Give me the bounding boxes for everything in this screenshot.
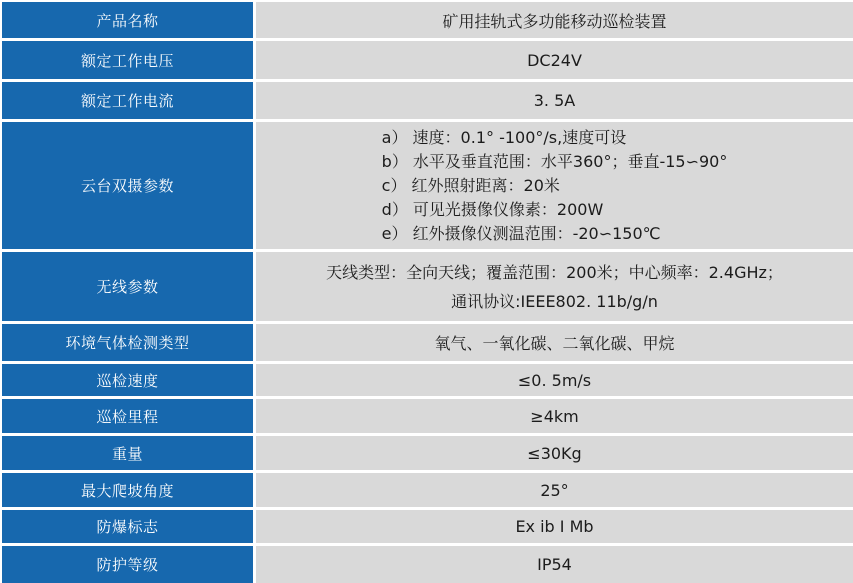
spec-label-gas-detection-types: 环境气体检测类型 (2, 324, 253, 361)
table-row (2, 2, 853, 38)
spec-value-rated-voltage: DC24V (256, 41, 853, 79)
table-row (2, 399, 853, 433)
spec-value-inspection-range: ≥4km (256, 399, 853, 433)
spec-label-explosion-proof-mark: 防爆标志 (2, 510, 253, 543)
spec-value-protection-rating: IP54 (256, 546, 853, 583)
spec-label-protection-rating: 防护等级 (2, 546, 253, 583)
ptz-param-line-e: e） 红外摄像仪测温范围：-20∽150℃ (381, 223, 661, 243)
ptz-param-line-b: b） 水平及垂直范围：水平360°；垂直-15∽90° (381, 151, 728, 171)
table-row (2, 324, 853, 361)
spec-value-weight: ≤30Kg (256, 436, 853, 470)
table-row (2, 436, 853, 470)
spec-label-wireless-params: 无线参数 (2, 252, 253, 321)
ptz-param-list (382, 126, 728, 246)
spec-label-inspection-speed: 巡检速度 (2, 364, 253, 396)
table-row (2, 364, 853, 396)
spec-value-max-climb-angle: 25° (256, 473, 853, 507)
ptz-param-line-c: c） 红外照射距离：20米 (381, 175, 560, 195)
spec-label-rated-current: 额定工作电流 (2, 82, 253, 119)
table-row (2, 252, 853, 321)
table-row (2, 82, 853, 119)
wireless-param-line-2: 通讯协议:IEEE802. 11b/g/n (451, 291, 658, 311)
spec-label-weight: 重量 (2, 436, 253, 470)
spec-label-rated-voltage: 额定工作电压 (2, 41, 253, 79)
table-row (2, 41, 853, 79)
spec-value-inspection-speed: ≤0. 5m/s (256, 364, 853, 396)
spec-value-gas-detection-types: 氧气、一氧化碳、二氧化碳、甲烷 (256, 324, 853, 361)
ptz-param-line-d: d） 可见光摄像仪像素：200W (381, 199, 604, 219)
spec-value-explosion-proof-mark: Ex ib I Mb (256, 510, 853, 543)
table-row (2, 473, 853, 507)
ptz-param-line-a: a） 速度：0.1° -100°/s,速度可设 (381, 127, 627, 147)
spec-label-inspection-range: 巡检里程 (2, 399, 253, 433)
spec-label-max-climb-angle: 最大爬坡角度 (2, 473, 253, 507)
wireless-param-lines (326, 258, 783, 316)
table-row (2, 510, 853, 543)
table-row (2, 122, 853, 249)
spec-label-product-name: 产品名称 (2, 2, 253, 38)
spec-value-product-name: 矿用挂轨式多功能移动巡检装置 (256, 2, 853, 38)
wireless-param-line-1: 天线类型：全向天线；覆盖范围：200米；中心频率：2.4GHz； (326, 262, 783, 282)
table-row (2, 546, 853, 583)
spec-label-ptz-camera-params: 云台双摄参数 (2, 122, 253, 249)
spec-value-rated-current: 3. 5A (256, 82, 853, 119)
spec-value-wireless-params (256, 252, 853, 321)
spec-value-ptz-camera-params (256, 122, 853, 249)
